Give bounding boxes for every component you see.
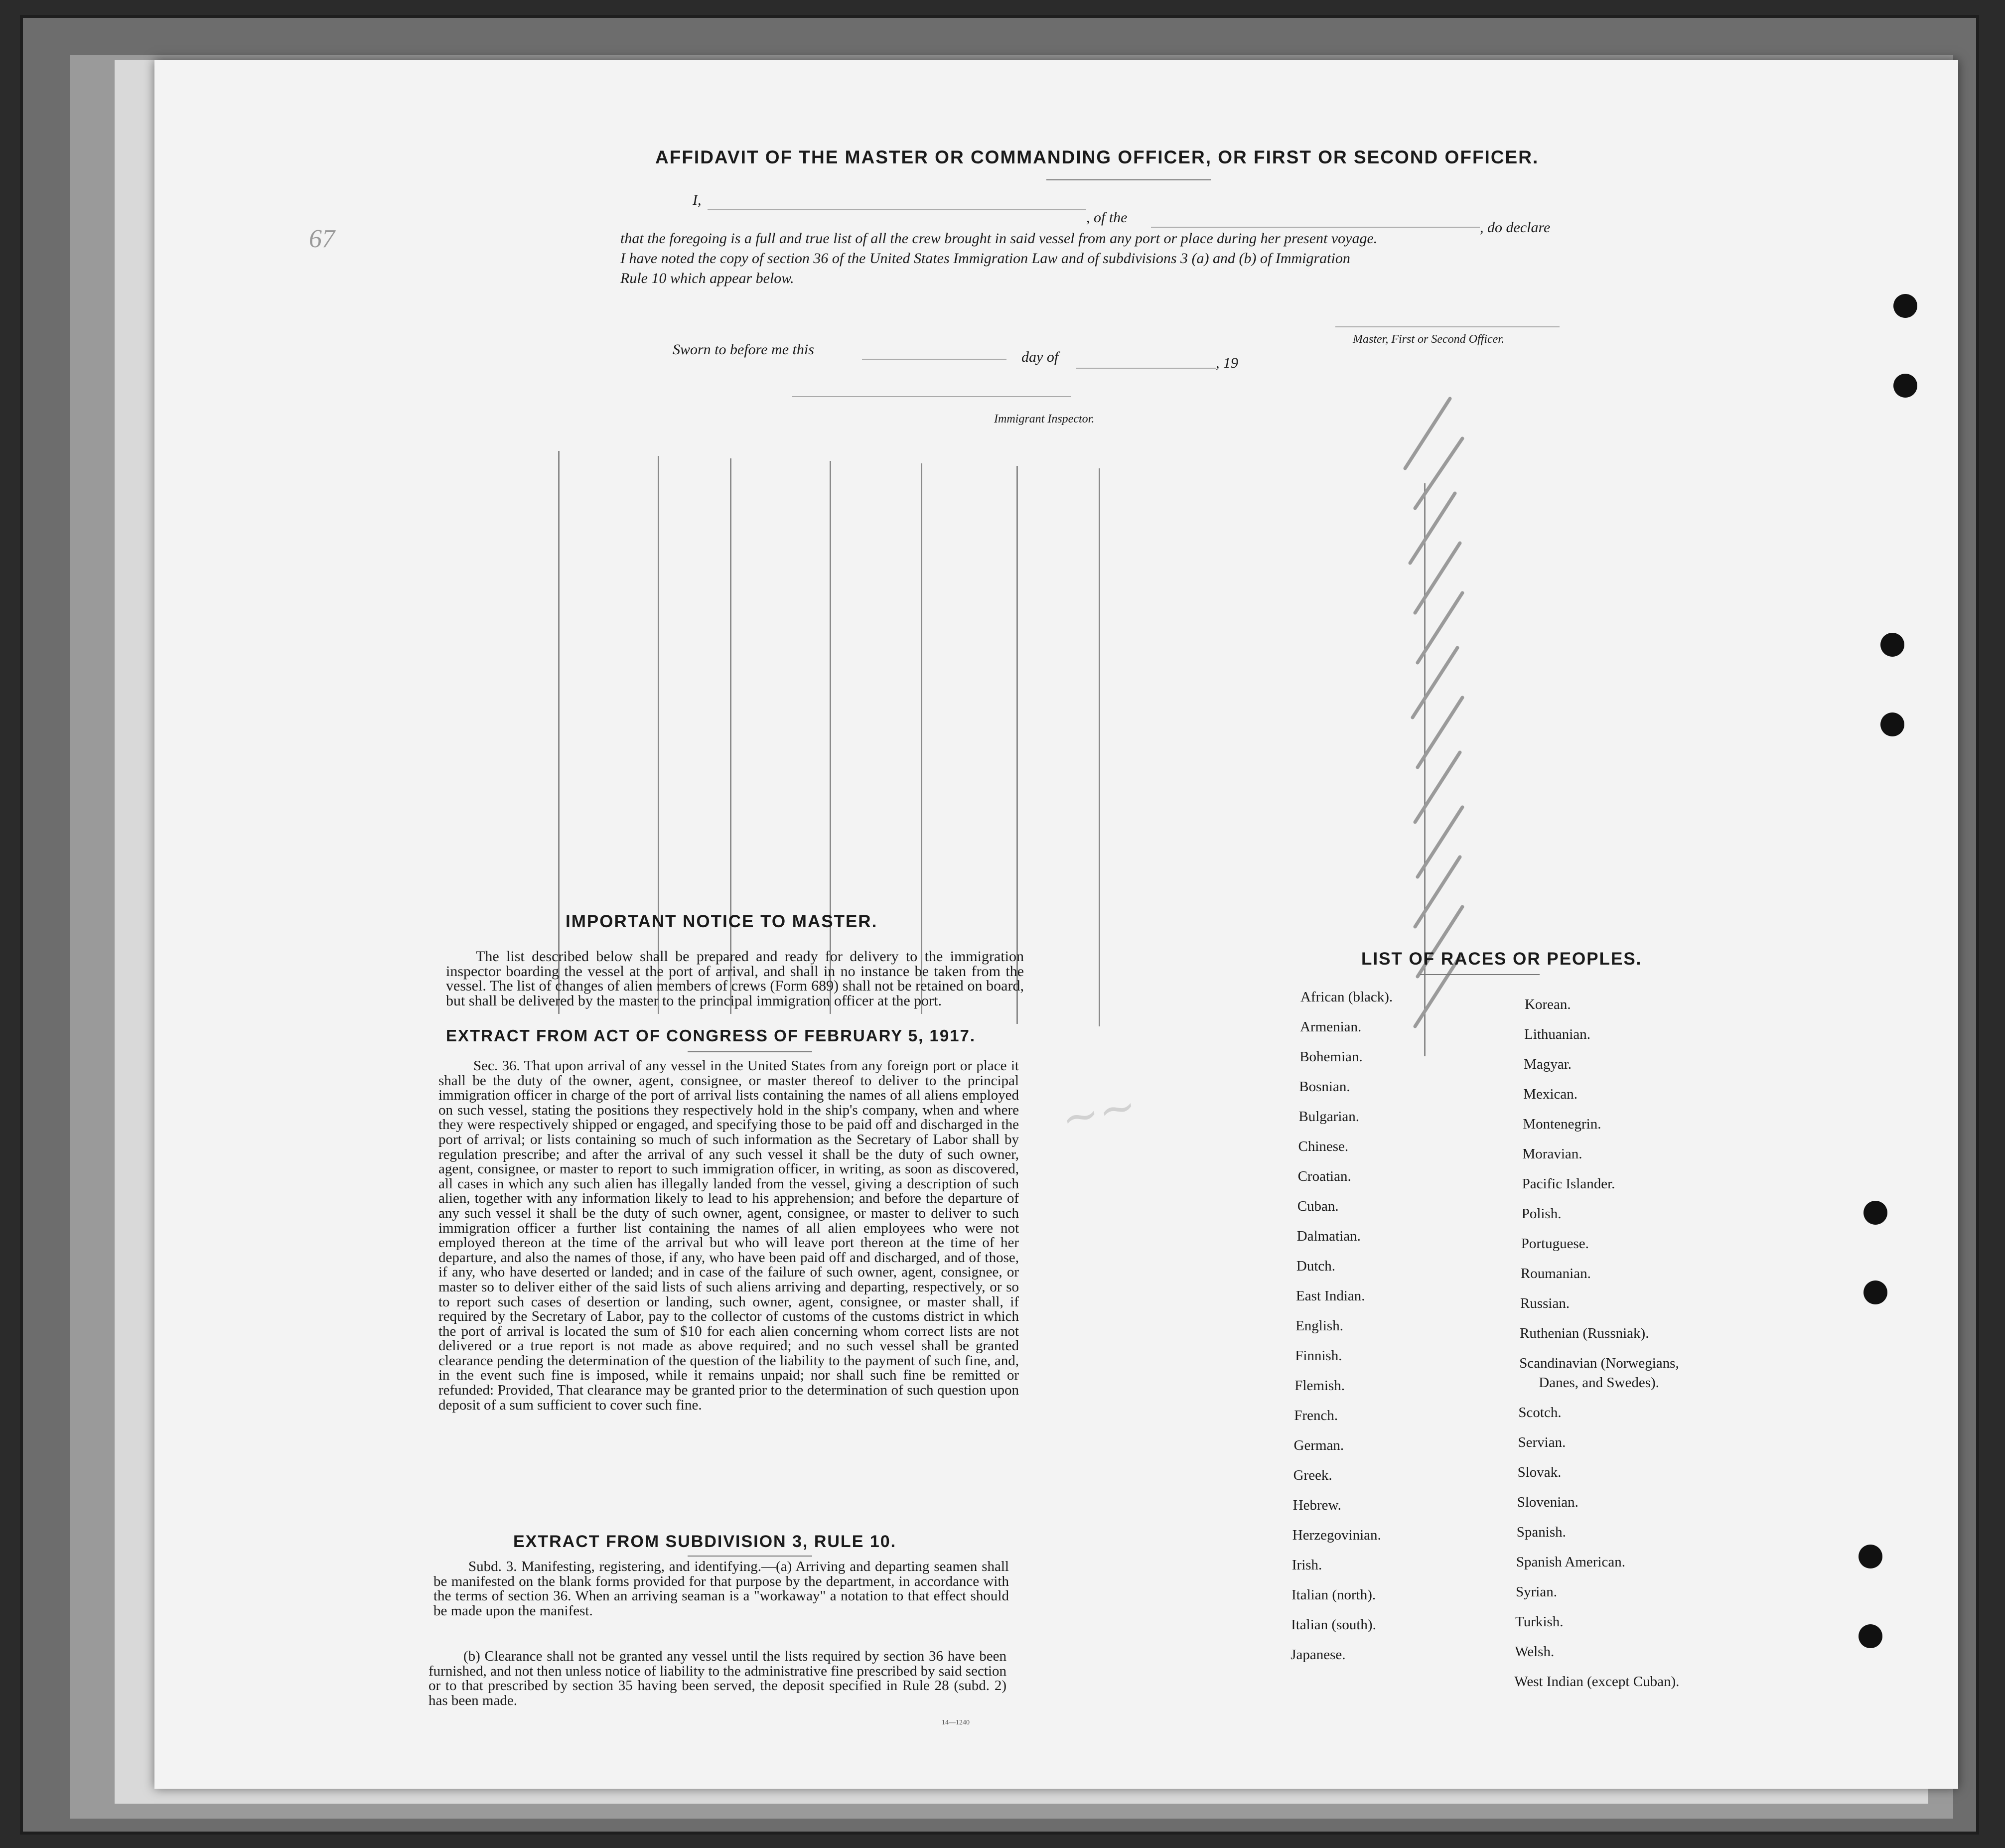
race-item: Spanish American. (1516, 1554, 1625, 1570)
race-item: Dutch. (1296, 1258, 1336, 1274)
form-column-line (1099, 468, 1100, 1026)
affidavit-i: I, (693, 192, 702, 208)
race-item: African (black). (1300, 989, 1393, 1005)
race-item: Magyar. (1524, 1056, 1572, 1072)
race-item: Lithuanian. (1524, 1026, 1590, 1042)
form-column-line (558, 451, 560, 1014)
race-item: Turkish. (1515, 1614, 1564, 1630)
affidavit-title: AFFIDAVIT OF THE MASTER OR COMMANDING OFFICER, OR FIRST OR SECOND OFFICER. (655, 147, 1539, 167)
race-item: Welsh. (1515, 1644, 1555, 1660)
race-item: Pacific Islander. (1522, 1176, 1615, 1192)
margin-page-number: 67 (309, 225, 335, 253)
form-column-line (1016, 466, 1018, 1024)
race-item: Bohemian. (1299, 1049, 1363, 1065)
punch-hole (1859, 1545, 1882, 1568)
affidavit-line2: that the foregoing is a full and true list of all the crew brought in said vessel from any port or place during her present voyage. (620, 230, 1378, 247)
race-item: Slovak. (1517, 1464, 1562, 1480)
punch-hole (1880, 633, 1904, 657)
races-rule (1420, 974, 1540, 975)
vessel-blank (1151, 227, 1480, 228)
extract-rule-title: EXTRACT FROM SUBDIVISION 3, RULE 10. (513, 1532, 897, 1551)
affidavit-of-the: , of the (1086, 209, 1128, 226)
race-item: Polish. (1521, 1206, 1562, 1222)
inspector-signature-line (792, 396, 1071, 397)
sworn-day-blank (862, 359, 1006, 360)
punch-hole (1859, 1624, 1882, 1648)
extract-rule-rule (688, 1556, 812, 1557)
punch-hole (1863, 1201, 1887, 1225)
race-item: Korean. (1525, 996, 1571, 1012)
extract-act-title: EXTRACT FROM ACT OF CONGRESS OF FEBRUARY 5, 1917. (446, 1026, 976, 1045)
punch-hole (1863, 1280, 1887, 1304)
race-item: Servian. (1518, 1434, 1566, 1450)
race-item: Greek. (1293, 1467, 1332, 1483)
race-item: German. (1293, 1437, 1344, 1453)
extract-act-text: Sec. 36. That upon arrival of any vessel in the United States from any foreign port or place it shall be the duty of the owner, agent, consignee, or master thereof to deliver to the principal immigration officer in charge of the port of arrival lists containing the names of all aliens employed on such vessel, stating the positions they respectively hold in the ship's company, when and where they were respectively shipped or engaged, and specifying those to be paid off and discharged in the port of arrival; or lists containing so much of such information as the Secretary of Labor shall by regulation prescribe; and after the arrival of any such vessel it shall be the duty of such owner, agent, consignee, or master to report to such immigration officer, in writing, as soon as discovered, all cases in which any such alien has illegally landed from the vessel, giving a description of such alien, together with any information likely to lead to his apprehension; and before the departure of any such vessel it shall be the duty of such owner, agent, consignee, or master to deliver to such immigration officer a further list containing the names of all alien employees who were not employed thereon at the time of the arrival but who will leave port thereon at the time of her departure, and also the names of those, if any, who have been paid off and discharged, and of those, if any, who have deserted or landed; and in case of the failure of such owner, agent, consignee, or master so to deliver either of the said lists of such aliens arriving and departing, respectively, or so to report such cases of desertion or landing, such owner, agent, consignee, or master shall, if required by the Secretary of Labor, pay to the collector of customs of the customs district in which the port of arrival is located the sum of $10 for each alien concerning whom correct lists are not delivered or a true report is not made as above required; and no such vessel shall be granted clearance pending the determination of the question of the liability to the payment of such fine, and, in the event such fine is imposed, while it remains unpaid; nor shall such fine be remitted or refunded: Provided, That clearance may be granted prior to the determination of such question upon deposit of a sum sufficient to cover such fine. (438, 1058, 1019, 1413)
sworn-label: Sworn to before me this (673, 341, 814, 358)
race-item: Syrian. (1516, 1584, 1557, 1600)
form-number: 14—1240 (942, 1719, 970, 1726)
race-item: Portuguese. (1521, 1236, 1589, 1252)
race-item: East Indian. (1296, 1288, 1365, 1304)
extract-rule-text-a: Subd. 3. Manifesting, registering, and identifying.—(a) Arriving and departing seamen shall be manifested on the blank forms provided for that purpose by the department, in accordance with the terms of section 36. When an arriving seaman is a "workaway" a notation to that effect should be made upon the manifest. (433, 1559, 1009, 1619)
race-item: Montenegrin. (1523, 1116, 1601, 1132)
race-item: Armenian. (1300, 1019, 1362, 1035)
race-item: Danes, and Swedes). (1539, 1375, 1659, 1391)
race-item: Chinese. (1298, 1138, 1349, 1154)
day-of-label: day of (1021, 349, 1059, 365)
notice-title: IMPORTANT NOTICE TO MASTER. (566, 912, 878, 931)
race-item: Cuban. (1297, 1198, 1339, 1214)
master-label: Master, First or Second Officer. (1353, 333, 1504, 346)
race-item: Croatian. (1297, 1168, 1351, 1184)
affidavit-line3: I have noted the copy of section 36 of the United States Immigration Law and of subdivisions 3 (a) and (b) of Immigration (620, 250, 1350, 267)
punch-hole (1893, 374, 1917, 398)
year-label: , 19 (1216, 355, 1238, 371)
races-title: LIST OF RACES OR PEOPLES. (1361, 949, 1642, 969)
race-item: Finnish. (1295, 1348, 1342, 1364)
race-item: Bosnian. (1299, 1079, 1350, 1095)
race-item: Slovenian. (1517, 1494, 1578, 1510)
race-item: West Indian (except Cuban). (1514, 1674, 1680, 1690)
race-item: Russian. (1520, 1295, 1570, 1311)
race-item: Irish. (1291, 1557, 1322, 1573)
race-item: Herzegovinian. (1292, 1527, 1381, 1543)
extract-rule-text-b: (b) Clearance shall not be granted any vessel until the lists required by section 36 have been furnished, and not then unless notice of liability to the administrative fine prescribed by said section or to that prescribed by section 35 having been served, the deposit specified in Rule 28 (subd. 2) has been made. (429, 1648, 1006, 1708)
month-blank (1076, 368, 1216, 369)
race-item: Italian (south). (1291, 1617, 1376, 1633)
race-item: Mexican. (1523, 1086, 1578, 1102)
form-column-line (921, 463, 922, 1014)
race-item: Scotch. (1518, 1405, 1562, 1421)
race-item: Bulgarian. (1298, 1109, 1359, 1125)
notice-text: The list described below shall be prepared and ready for delivery to the immigration inspector boarding the vessel at the port of arrival, and shall in no instance be taken from the vessel. The list of changes of alien members of crews (Form 689) shall not be retained on board, but shall be delivered by the master to the principal immigration officer at the port. (446, 948, 1024, 1009)
race-item: Italian (north). (1291, 1587, 1376, 1603)
race-item: Flemish. (1294, 1378, 1345, 1394)
punch-hole (1880, 712, 1904, 736)
inspector-label: Immigrant Inspector. (994, 413, 1095, 426)
race-item: Dalmatian. (1296, 1228, 1361, 1244)
handwritten-annotation: ~~ (1056, 1079, 1142, 1146)
affidavit-declare: , do declare (1480, 219, 1551, 236)
punch-hole (1893, 294, 1917, 318)
race-item: Roumanian. (1520, 1266, 1591, 1281)
master-signature-line (1335, 326, 1560, 327)
manifest-page (154, 60, 1958, 1789)
name-blank (708, 209, 1086, 210)
race-item: Japanese. (1290, 1647, 1346, 1663)
race-item: Scandinavian (Norwegians, (1519, 1355, 1679, 1371)
ditto-marks (1375, 379, 1505, 1101)
race-item: Moravian. (1522, 1146, 1582, 1162)
race-item: English. (1295, 1318, 1343, 1334)
race-item: French. (1294, 1408, 1338, 1423)
title-rule (1046, 179, 1211, 180)
race-item: Spanish. (1516, 1524, 1566, 1540)
extract-act-rule (688, 1051, 812, 1052)
affidavit-line4: Rule 10 which appear below. (620, 270, 794, 286)
race-item: Hebrew. (1292, 1497, 1341, 1513)
race-item: Ruthenian (Russniak). (1520, 1325, 1649, 1341)
